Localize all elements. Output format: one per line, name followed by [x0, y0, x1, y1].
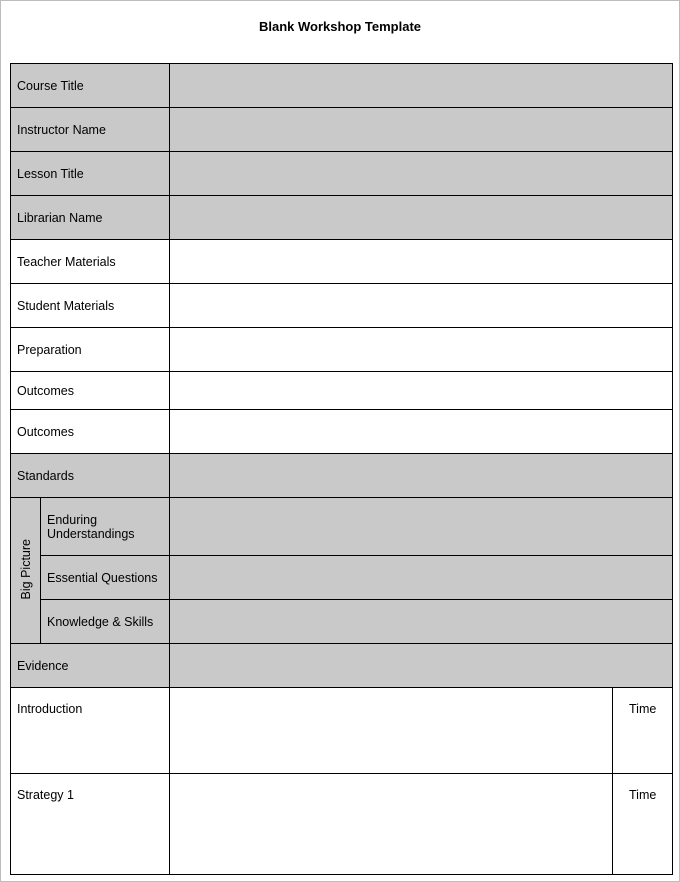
- label-librarian-name: Librarian Name: [11, 196, 170, 240]
- field-strategy-1[interactable]: [170, 774, 613, 875]
- field-outcomes-2[interactable]: [170, 410, 673, 454]
- row-instructor-name: [11, 108, 673, 152]
- row-student-materials: [11, 284, 673, 328]
- field-preparation[interactable]: [170, 328, 673, 372]
- document-title: Blank Workshop Template: [258, 19, 422, 34]
- label-big-picture: Big Picture: [18, 538, 33, 600]
- workshop-form-table: [10, 63, 673, 875]
- label-instructor-name: Instructor Name: [11, 108, 170, 152]
- label-knowledge-skills: Knowledge & Skills: [41, 600, 170, 644]
- field-student-materials[interactable]: [170, 284, 673, 328]
- label-outcomes-1: Outcomes: [11, 372, 170, 410]
- row-strategy-1: [11, 774, 673, 875]
- field-standards[interactable]: [170, 454, 673, 498]
- row-lesson-title: [11, 152, 673, 196]
- label-introduction: Introduction: [11, 688, 170, 774]
- label-strategy-1-time: Time: [613, 774, 673, 875]
- row-essential-questions: [11, 556, 673, 600]
- field-enduring-understandings[interactable]: [170, 498, 673, 556]
- row-outcomes-2: [11, 410, 673, 454]
- field-essential-questions[interactable]: [170, 556, 673, 600]
- label-teacher-materials: Teacher Materials: [11, 240, 170, 284]
- field-knowledge-skills[interactable]: [170, 600, 673, 644]
- label-enduring-understandings: Enduring Understandings: [41, 498, 170, 556]
- field-instructor-name[interactable]: [170, 108, 673, 152]
- row-librarian-name: [11, 196, 673, 240]
- label-outcomes-2: Outcomes: [11, 410, 170, 454]
- field-evidence[interactable]: [170, 644, 673, 688]
- field-course-title[interactable]: [170, 64, 673, 108]
- field-teacher-materials[interactable]: [170, 240, 673, 284]
- row-standards: [11, 454, 673, 498]
- label-standards: Standards: [11, 454, 170, 498]
- field-lesson-title[interactable]: [170, 152, 673, 196]
- big-picture-group: [11, 498, 41, 644]
- label-essential-questions: Essential Questions: [41, 556, 170, 600]
- row-teacher-materials: [11, 240, 673, 284]
- label-student-materials: Student Materials: [11, 284, 170, 328]
- row-preparation: [11, 328, 673, 372]
- label-preparation: Preparation: [11, 328, 170, 372]
- row-enduring-understandings: [11, 498, 673, 556]
- field-introduction[interactable]: [170, 688, 613, 774]
- label-evidence: Evidence: [11, 644, 170, 688]
- label-strategy-1: Strategy 1: [11, 774, 170, 875]
- label-lesson-title: Lesson Title: [11, 152, 170, 196]
- label-course-title: Course Title: [11, 64, 170, 108]
- row-course-title: [11, 64, 673, 108]
- row-knowledge-skills: [11, 600, 673, 644]
- field-outcomes-1[interactable]: [170, 372, 673, 410]
- row-introduction: [11, 688, 673, 774]
- row-outcomes-1: [11, 372, 673, 410]
- label-introduction-time: Time: [613, 688, 673, 774]
- field-librarian-name[interactable]: [170, 196, 673, 240]
- row-evidence: [11, 644, 673, 688]
